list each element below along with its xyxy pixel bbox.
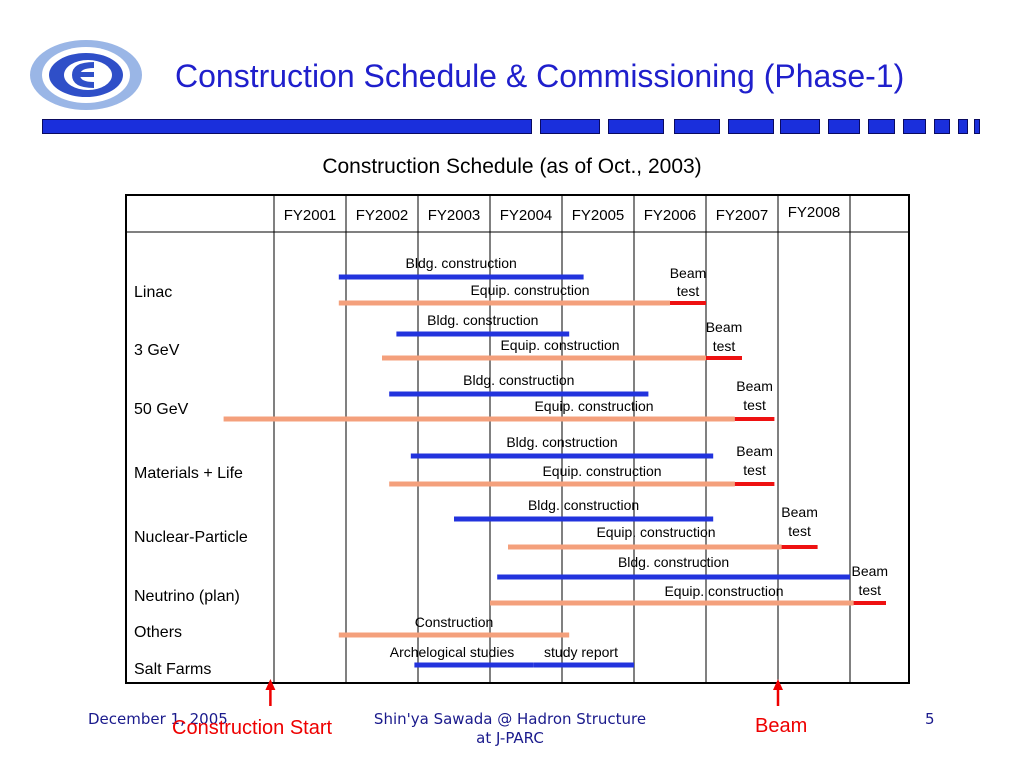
bar-label-0-1: Equip. construction	[470, 282, 590, 298]
year-header-fy2005: FY2005	[571, 207, 625, 224]
bar-beam-1-2	[706, 356, 742, 360]
construction-start-label: Construction Start	[172, 717, 333, 739]
bar-label-3-1: Equip. construction	[542, 463, 662, 479]
year-header-fy2006: FY2006	[643, 207, 697, 224]
beam-label-3-b: test	[743, 462, 766, 478]
bar-equip-6-0	[339, 633, 569, 638]
bar-label-5-1: Equip. construction	[664, 583, 784, 599]
bar-bldg-1-0	[396, 332, 569, 337]
bar-label-0-0: Bldg. construction	[405, 255, 517, 271]
beam-label-1-a: Beam	[705, 319, 743, 335]
year-header-fy2008: FY2008	[787, 204, 841, 221]
year-header-fy2002: FY2002	[355, 207, 409, 224]
beam-label-5-a: Beam	[851, 563, 889, 579]
footer-date: December 1, 2005	[88, 710, 228, 728]
bar-bldg-4-0	[454, 517, 713, 522]
slide-title: Construction Schedule & Commissioning (Phase-1)	[175, 58, 905, 94]
row-label-4: Nuclear-Particle	[134, 529, 248, 546]
beam-label-5-b: test	[858, 582, 882, 598]
beam-label: Beam	[755, 715, 808, 737]
bar-label-7-1: study report	[544, 644, 618, 660]
bar-label-5-0: Bldg. construction	[617, 554, 730, 570]
row-label-3: Materials + Life	[134, 465, 243, 482]
bar-equip-2-1	[224, 417, 735, 422]
bar-label-3-0: Bldg. construction	[506, 434, 618, 450]
beam-label-1-b: test	[712, 338, 736, 354]
beam-label-3-a: Beam	[736, 443, 773, 459]
footer-author	[350, 710, 670, 748]
page-number: 5	[925, 710, 935, 728]
bar-beam-0-2	[670, 301, 706, 305]
bar-equip-3-1	[389, 482, 735, 487]
year-header-fy2004: FY2004	[499, 207, 553, 224]
bar-bldg-5-0	[497, 575, 850, 580]
bar-label-1-1: Equip. construction	[500, 337, 620, 353]
bar-equip-0-1	[339, 301, 670, 306]
bar-beam-4-2	[782, 545, 818, 549]
year-header-fy2003: FY2003	[427, 207, 481, 224]
chart-title: Construction Schedule (as of Oct., 2003)	[322, 155, 702, 178]
bar-bldg-3-0	[411, 454, 713, 459]
beam-label-4-a: Beam	[781, 504, 818, 520]
bar-equip-1-1	[382, 356, 706, 361]
bar-beam-5-2	[854, 601, 886, 605]
beam-label-4-b: test	[788, 523, 811, 539]
row-label-1: 3 GeV	[134, 342, 180, 359]
beam-label-2-b: test	[743, 397, 766, 413]
bar-label-6-0: Construction	[414, 614, 494, 630]
bar-label-1-0: Bldg. construction	[427, 312, 539, 328]
year-header-fy2001: FY2001	[283, 207, 337, 224]
beam-label-0-b: test	[676, 283, 700, 299]
bar-label-2-0: Bldg. construction	[463, 372, 575, 388]
bar-label-4-1: Equip. construction	[596, 524, 716, 540]
bar-bldg-7-0	[414, 663, 533, 668]
row-label-5: Neutrino (plan)	[134, 588, 240, 605]
footer-author-line2: at J-PARC	[476, 729, 544, 747]
beam-label-2-a: Beam	[736, 378, 773, 394]
bar-beam-3-2	[735, 482, 775, 486]
bar-label-2-1: Equip. construction	[534, 398, 654, 414]
bar-bldg-7-1	[533, 663, 634, 668]
bar-label-4-0: Bldg. construction	[527, 497, 640, 513]
bar-beam-2-2	[735, 417, 775, 421]
row-label-2: 50 GeV	[134, 401, 189, 418]
bar-equip-5-1	[490, 601, 854, 606]
bar-bldg-0-0	[339, 275, 584, 280]
year-header-fy2007: FY2007	[715, 207, 769, 224]
row-label-7: Salt Farms	[134, 661, 212, 678]
bar-bldg-2-0	[389, 392, 648, 397]
bar-label-7-0: Archelogical studies	[389, 644, 515, 660]
footer-author-line1: Shin'ya Sawada @ Hadron Structure	[373, 710, 647, 728]
beam-label-0-a: Beam	[669, 265, 707, 281]
row-label-0: Linac	[134, 284, 173, 301]
row-label-6: Others	[134, 624, 183, 641]
bar-equip-4-1	[508, 545, 782, 550]
marker-arrow-1	[773, 679, 783, 690]
